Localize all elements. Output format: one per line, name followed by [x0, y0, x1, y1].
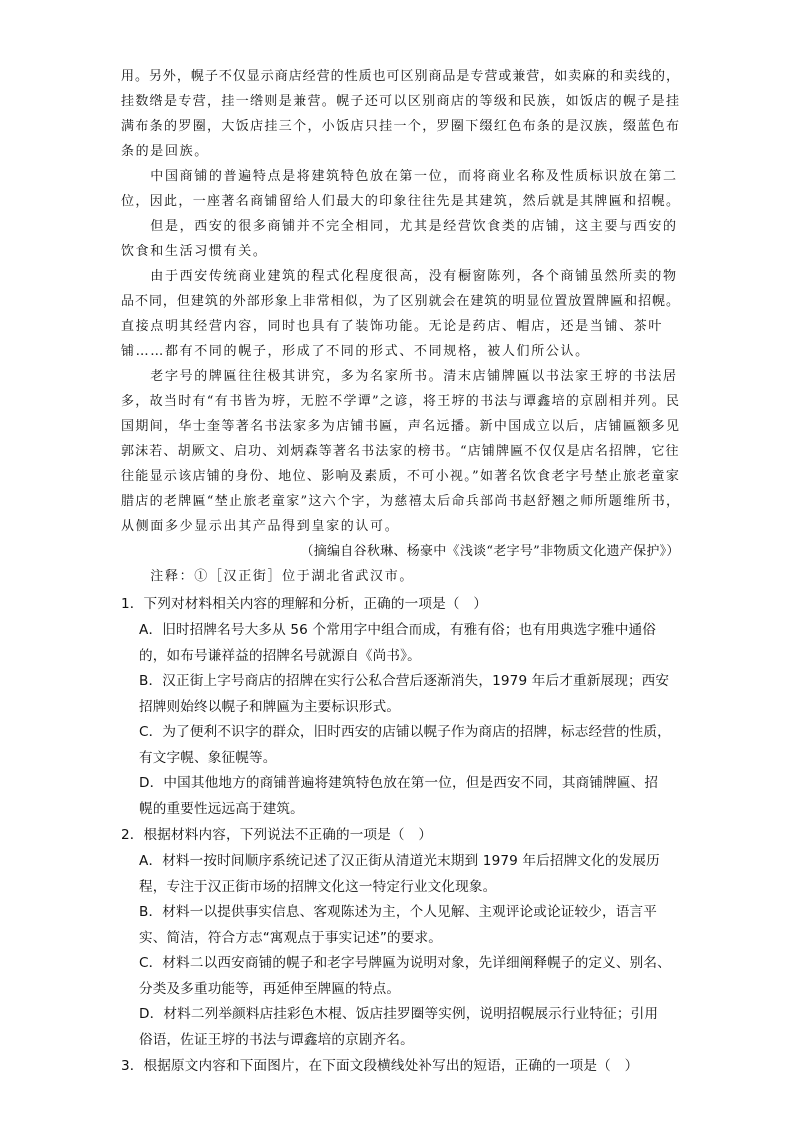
- question-1-option-c-cont: 有文字幌、象征幌等。: [139, 750, 277, 766]
- question-1-option-c: C．为了便利不识字的群众，旧时西安的店铺以幌子作为商店的招牌，标志经营的性质，: [139, 724, 671, 740]
- question-2-option-a-cont: 程，专注于汉正街市场的招牌文化这一特定行业文化现象。: [139, 879, 497, 895]
- passage-line: 位，因此，一座著名商铺留给人们最大的印象往往先是其建筑，然后就是其牌匾和招幌。: [121, 194, 681, 209]
- passage-line: 从侧面多少显示出其产品得到皇家的认可。: [121, 519, 400, 534]
- passage-source: （摘编自谷秋琳、杨豪中《浅谈“老字号”非物质文化遗产保护》）: [121, 544, 680, 559]
- question-1-option-d-cont: 幌的重要性远远高于建筑。: [139, 801, 304, 817]
- passage-line: 直接点明其经营内容，同时也具有了装饰功能。无论是药店、帽店，还是当铺、茶叶: [121, 319, 664, 334]
- question-1-option-d: D．中国其他地方的商铺普遍将建筑特色放在第一位，但是西安不同，其商铺牌匾、招: [139, 775, 659, 791]
- passage-line: 但是，西安的很多商铺并不完全相同，尤其是经营饮食类的店铺，这主要与西安的: [121, 219, 678, 234]
- passage-line: 腊店的老牌匾“埜止旅老童家”这六个字，为慈禧太后命兵部尚书赵舒翘之师所题维所书，: [121, 494, 681, 509]
- question-2-option-d: D．材料二列举颜料店挂彩色木棍、饭店挂罗圈等实例，说明招幌展示行业特征；引用: [139, 1006, 659, 1022]
- passage-line: 多，故当时有“有书皆为垿，无腔不学谭”之谚，将王垿的书法与谭鑫培的京剧相并列。民: [121, 394, 681, 409]
- passage-line: 品不同，但建筑的外部形象上非常相似，为了区别就会在建筑的明显位置放置牌匾和招幌。: [121, 294, 681, 309]
- question-3-stem: 3．根据原文内容和下面图片，在下面文段横线处补写出的短语，正确的一项是（ ）: [121, 1058, 639, 1074]
- question-1-option-b-cont: 招牌则始终以幌子和牌匾为主要标识形式。: [139, 699, 401, 715]
- question-2-option-c-cont: 分类及多重功能等，再延伸至牌匾的特点。: [139, 981, 401, 997]
- question-2-stem: 2．根据材料内容，下列说法不正确的一项是（ ）: [121, 827, 433, 843]
- question-1-option-a: A．旧时招牌名号大多从 56 个常用字中组合而成，有雅有俗；也有用典选字雅中通俗: [139, 622, 657, 638]
- passage-line: 郭沫若、胡厥文、启功、刘炳森等著名书法家的榜书。“店铺牌匾不仅仅是店名招牌，它往: [121, 444, 680, 459]
- passage-line: 由于西安传统商业建筑的程式化程度很高，没有橱窗陈列，各个商铺虽然所卖的物: [121, 269, 678, 284]
- passage-line: 挂数绺是专营，挂一绺则是兼营。幌子还可以区别商店的等级和民族，如饭店的幌子是挂: [121, 94, 681, 109]
- passage-line: 满布条的罗圈，大饭店挂三个，小饭店只挂一个，罗圈下缀红色布条的是汉族，缀蓝色布: [121, 119, 681, 134]
- passage-line: 用。另外，幌子不仅显示商店经营的性质也可区别商品是专营或兼营，如卖麻的和卖线的，: [121, 69, 681, 84]
- passage-line: 老字号的牌匾往往极其讲究，多为名家所书。清末店铺牌匾以书法家王垿的书法居: [121, 369, 678, 384]
- question-2-option-a: A．材料一按时间顺序系统记述了汉正街从清道光末期到 1979 年后招牌文化的发展历: [139, 853, 660, 869]
- question-1-option-a-cont: 的，如布号谦祥益的招牌名号就源自《尚书》。: [139, 648, 421, 664]
- question-2-option-c: C．材料二以西安商铺的幌子和老字号牌匾为说明对象，先详细阐释幌子的定义、别名、: [139, 955, 671, 971]
- passage-line: 国期间，华士奎等著名书法家多为店铺书匾，声名远播。新中国成立以后，店铺匾额多见: [121, 419, 681, 434]
- question-1-option-b: B．汉正街上字号商店的招牌在实行公私合营后逐渐消失，1979 年后才重新展现；西安: [139, 673, 670, 689]
- passage-line: 中国商铺的普遍特点是将建筑特色放在第一位，而将商业名称及性质标识放在第二: [121, 169, 678, 184]
- question-1-stem: 1．下列对材料相关内容的理解和分析，正确的一项是（ ）: [121, 596, 488, 612]
- question-2-option-d-cont: 俗语，佐证王垿的书法与谭鑫培的京剧齐名。: [139, 1032, 414, 1048]
- question-2-option-b-cont: 实、简洁，符合方志“寓观点于事实记述”的要求。: [139, 930, 443, 946]
- passage-line: 往能显示该店铺的身份、地位、影响及素质，不可小视。”如著名饮食老字号埜止旅老童家: [121, 469, 681, 484]
- passage-line: 条的是回族。: [121, 144, 209, 159]
- question-2-option-b: B．材料一以提供事实信息、客观陈述为主，个人见解、主观评论或论证较少，语言平: [139, 904, 657, 920]
- passage-line: 饮食和生活习惯有关。: [121, 244, 268, 259]
- passage-line: 铺……都有不同的幌子，形成了不同的形式、不同规格，被人们所公认。: [121, 344, 590, 359]
- passage-annotation: 注释：①［汉正街］位于湖北省武汉市。: [121, 569, 415, 584]
